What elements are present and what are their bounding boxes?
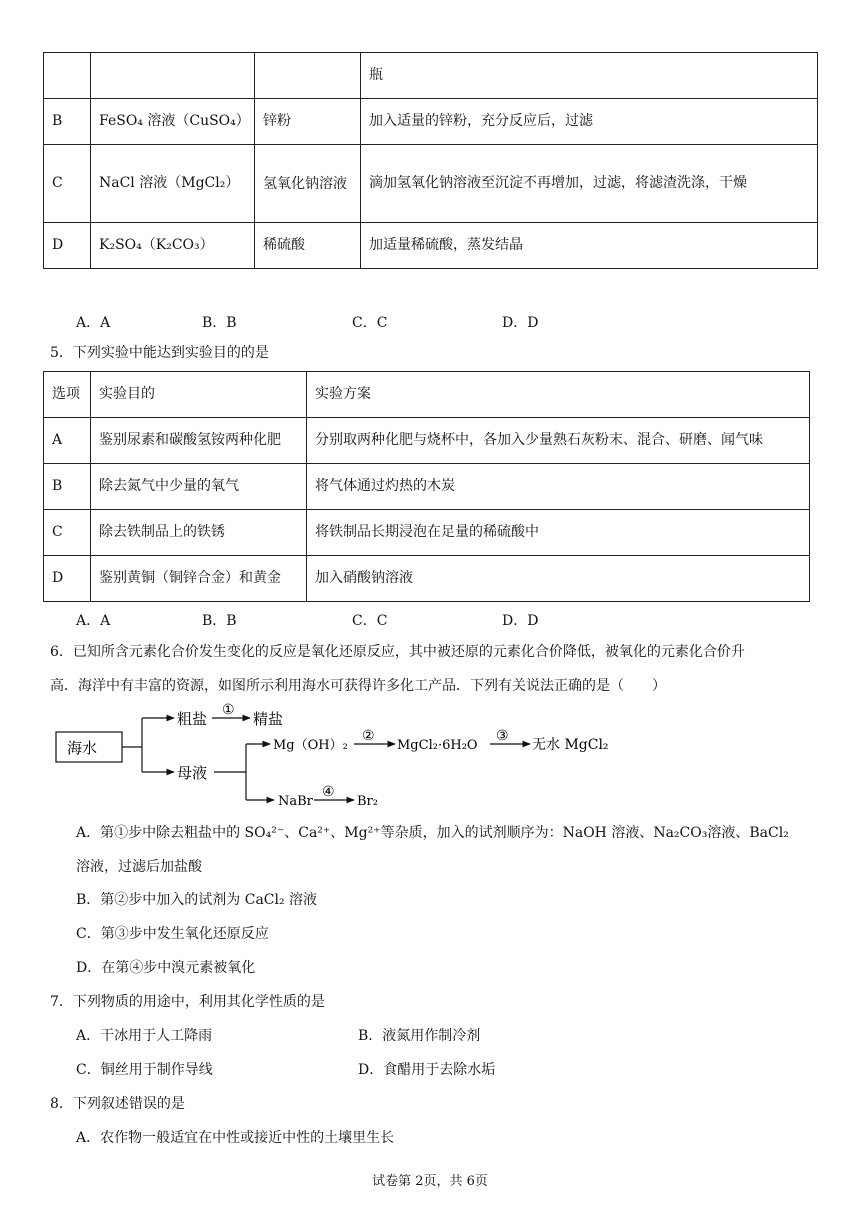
- q4-options: [76, 312, 538, 332]
- option-d[interactable]: D．D: [502, 613, 539, 629]
- table-cell: B: [44, 99, 91, 145]
- table-cell: 将气体通过灼热的木炭: [307, 464, 810, 510]
- table-cell: 将铁制品长期浸泡在足量的稀硫酸中: [307, 510, 810, 556]
- table-cell: 除去氮气中少量的氧气: [91, 464, 307, 510]
- page-footer: 试卷第 2页，共 6页: [372, 1174, 488, 1189]
- refined-salt-label: 精盐: [253, 710, 284, 728]
- q7-options-row1: [76, 1019, 816, 1053]
- option-b[interactable]: B．B: [202, 613, 237, 629]
- table-header-cell: 实验方案: [307, 372, 810, 418]
- table-cell: 锌粉: [255, 99, 361, 145]
- table-header-cell: 实验目的: [91, 372, 307, 418]
- table-cell: FeSO₄ 溶液（CuSO₄）: [91, 99, 255, 145]
- q7-option-a[interactable]: A．干冰用于人工降雨: [76, 1028, 213, 1044]
- option-a[interactable]: A．A: [76, 613, 111, 629]
- table-cell: 分别取两种化肥与烧杯中，各加入少量熟石灰粉末、混合、研磨、闻气味: [307, 418, 810, 464]
- br2-label: Br₂: [357, 794, 378, 809]
- step2-label: ②: [362, 728, 375, 744]
- q4-table: [43, 52, 818, 269]
- q7-options-row2: [76, 1053, 816, 1087]
- option-a[interactable]: A．A: [76, 315, 111, 331]
- table-cell: K₂SO₄（K₂CO₃）: [91, 223, 255, 269]
- table-row: [44, 556, 810, 602]
- step1-label: ①: [222, 702, 235, 718]
- q8-option-a[interactable]: A．农作物一般适宜在中性或接近中性的土壤里生长: [76, 1130, 395, 1146]
- table-cell: [255, 53, 361, 99]
- table-row: [44, 223, 818, 269]
- table-cell: D: [44, 556, 91, 602]
- q6-stem-line1: 6．已知所含元素化合价发生变化的反应是氧化还原反应，其中被还原的元素化合价降低，被氧化的元素化合价升: [50, 644, 745, 660]
- table-cell: C: [44, 510, 91, 556]
- q6-option-a-line2: 溶液，过滤后加盐酸: [76, 859, 202, 875]
- crude-salt-label: 粗盐: [177, 710, 208, 728]
- table-cell: NaCl 溶液（MgCl₂）: [91, 145, 255, 223]
- q6-option-a-line1[interactable]: A．第①步中除去粗盐中的 SO₄²⁻、Ca²⁺、Mg²⁺等杂质，加入的试剂顺序为：NaOH 溶液、Na₂CO₃溶液、BaCl₂: [76, 825, 789, 841]
- table-cell: 加入硝酸钠溶液: [307, 556, 810, 602]
- mgcl2-hydrate-label: MgCl₂·6H₂O: [397, 738, 478, 753]
- seawater-label: 海水: [67, 739, 98, 757]
- q6-option-c[interactable]: C．第③步中发生氧化还原反应: [76, 926, 269, 942]
- table-cell: C: [44, 145, 91, 223]
- step4-label: ④: [322, 784, 335, 800]
- table-row: [44, 145, 818, 223]
- q5-table: [43, 371, 810, 602]
- table-row: [44, 53, 818, 99]
- q5-stem: 5．下列实验中能达到实验目的的是: [50, 345, 269, 361]
- q7-option-b[interactable]: B．液氮用作制冷剂: [358, 1028, 481, 1044]
- table-cell: 氢氧化钠溶液: [255, 145, 361, 223]
- table-cell: 鉴别黄铜（铜锌合金）和黄金: [91, 556, 307, 602]
- q6-option-d[interactable]: D．在第④步中溴元素被氧化: [76, 960, 256, 976]
- table-cell: 滴加氢氧化钠溶液至沉淀不再增加，过滤，将滤渣洗涤，干燥: [361, 145, 818, 223]
- seawater-process-diagram: [50, 700, 650, 820]
- q5-options: [76, 610, 538, 630]
- q6-option-b[interactable]: B．第②步中加入的试剂为 CaCl₂ 溶液: [76, 892, 318, 908]
- table-cell: B: [44, 464, 91, 510]
- q7-option-d[interactable]: D．食醋用于去除水垢: [358, 1062, 496, 1078]
- table-row: [44, 464, 810, 510]
- table-cell: [91, 53, 255, 99]
- table-cell: A: [44, 418, 91, 464]
- table-cell: D: [44, 223, 91, 269]
- table-row: [44, 99, 818, 145]
- option-c[interactable]: C．C: [352, 315, 388, 331]
- table-cell: 除去铁制品上的铁锈: [91, 510, 307, 556]
- mgoh2-label: Mg（OH）₂: [273, 738, 348, 753]
- q7-stem: 7．下列物质的用途中，利用其化学性质的是: [50, 994, 325, 1010]
- option-b[interactable]: B．B: [202, 315, 237, 331]
- table-header-row: [44, 372, 810, 418]
- table-cell: 瓶: [361, 53, 818, 99]
- table-cell: [44, 53, 91, 99]
- table-row: [44, 510, 810, 556]
- q8-stem: 8．下列叙述错误的是: [50, 1096, 185, 1112]
- q6-stem-line2: 高．海洋中有丰富的资源，如图所示利用海水可获得许多化工产品．下列有关说法正确的是（ ）: [50, 678, 666, 694]
- table-cell: 加入适量的锌粉，充分反应后，过滤: [361, 99, 818, 145]
- q7-option-c[interactable]: C．铜丝用于制作导线: [76, 1062, 213, 1078]
- table-row: [44, 418, 810, 464]
- anhydrous-mgcl2-label: 无水 MgCl₂: [532, 737, 609, 753]
- table-header-cell: 选项: [44, 372, 91, 418]
- table-cell: 加适量稀硫酸，蒸发结晶: [361, 223, 818, 269]
- mother-liquor-label: 母液: [177, 764, 208, 782]
- table-cell: 稀硫酸: [255, 223, 361, 269]
- step3-label: ③: [496, 728, 509, 744]
- option-d[interactable]: D．D: [502, 315, 539, 331]
- table-cell: 鉴别尿素和碳酸氢铵两种化肥: [91, 418, 307, 464]
- option-c[interactable]: C．C: [352, 613, 388, 629]
- nabr-label: NaBr: [278, 794, 313, 809]
